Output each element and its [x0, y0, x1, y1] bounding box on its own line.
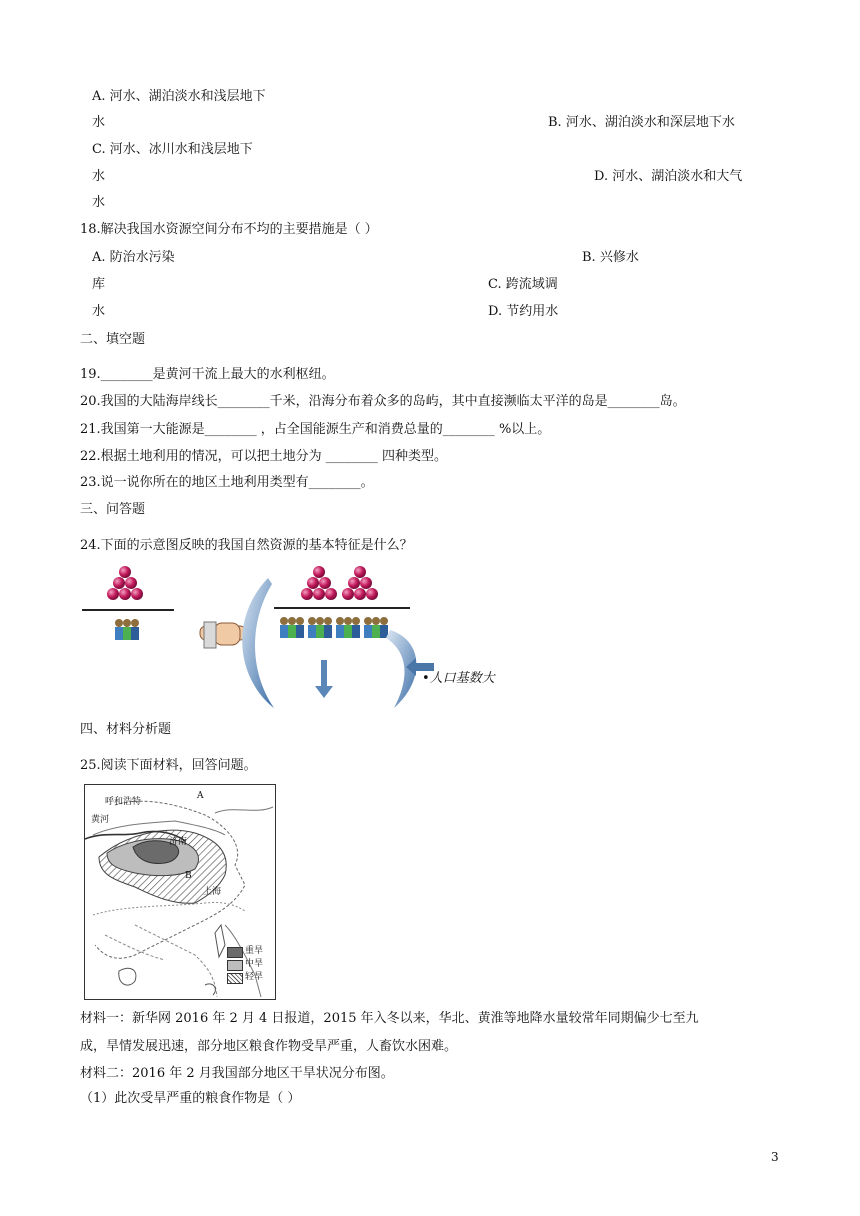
people-icons-right [280, 617, 388, 638]
map-label-huhehaote: 呼和浩特 [105, 797, 142, 807]
material-1-line2: 成，旱情发展迅速，部分地区粮食作物受旱严重，人畜饮水困难。 [80, 1039, 458, 1054]
section-heading-qa: 三、问答题 [80, 502, 146, 517]
map-label-huanghe: 黄河 [91, 815, 110, 825]
map-label-b: B [185, 871, 192, 881]
material-2: 材料二：2016 年 2 月我国部分地区干旱状况分布图。 [80, 1066, 394, 1081]
resources-per-capita-diagram [78, 560, 538, 712]
resource-pile-left [107, 566, 143, 600]
question-24: 24.下面的示意图反映的我国自然资源的基本特征是什么？ [80, 538, 413, 553]
section-heading-fill-in: 二、填空题 [80, 332, 146, 347]
map-label-a: A [197, 791, 204, 801]
down-arrow [315, 660, 333, 698]
map-label-shanghai: 上海 [203, 887, 222, 897]
q17-option-d-line1: D. 河水、湖泊淡水和大气 [594, 169, 743, 184]
q18-option-b-line2: 库 [92, 277, 106, 292]
question-25: 25.阅读下面材料，回答问题。 [80, 758, 257, 773]
q17-option-a-line2: 水 [92, 115, 106, 130]
q17-option-b: B. 河水、湖泊淡水和深层地下水 [548, 115, 735, 130]
q18-option-c-line2: 水 [92, 304, 106, 319]
sub-question-1: （1）此次受旱严重的粮食作物是（ ） [80, 1091, 301, 1106]
question-21: 21.我国第一大能源是________ ，占全国能源生产和消费总量的________ %以上。 [80, 422, 551, 437]
q17-option-c-line1: C. 河水、冰川水和浅层地下 [92, 142, 253, 157]
q17-option-d-line2: 水 [92, 195, 106, 210]
q17-option-a-line1: A. 河水、湖泊淡水和浅层地下 [92, 89, 266, 104]
q18-option-c-line1: C. 跨流域调 [488, 277, 558, 292]
pointing-hand-icon [200, 622, 246, 648]
page-number: 3 [771, 1150, 779, 1164]
resource-pile-right-2 [342, 566, 378, 600]
section-heading-material-analysis: 四、材料分析题 [80, 722, 172, 737]
people-icon-left [115, 619, 139, 640]
question-19: 19.________是黄河干流上最大的水利枢纽。 [80, 367, 335, 382]
q18-option-d: D. 节约用水 [488, 304, 559, 319]
question-23: 23.说一说你所在的地区土地利用类型有________。 [80, 475, 374, 490]
q17-option-c-line2: 水 [92, 169, 106, 184]
drought-distribution-map: 呼和浩特 黄河 济南 上海 A B 重旱 中旱 轻旱 [84, 784, 276, 1000]
diagram-label-large-population: •人口基数大 [422, 671, 495, 686]
q18-option-b-line1: B. 兴修水 [582, 250, 639, 265]
q18-option-a: A. 防治水污染 [92, 250, 175, 265]
question-20: 20.我国的大陆海岸线长________千米，沿海分布着众多的岛屿，其中直接濒临太平洋的岛是________岛。 [80, 394, 686, 409]
question-22: 22.根据土地利用的情况，可以把土地分为 ________ 四种类型。 [80, 449, 447, 464]
material-1-line1: 材料一：新华网 2016 年 2 月 4 日报道，2015 年入冬以来，华北、黄淮等地降水量较常年同期偏少七至九 [80, 1011, 699, 1026]
map-label-jinan: 济南 [169, 837, 188, 847]
curved-arrow-left [242, 578, 274, 708]
q18-stem: 18.解决我国水资源空间分布不均的主要措施是（ ） [80, 222, 378, 237]
resource-pile-right-1 [301, 566, 337, 600]
